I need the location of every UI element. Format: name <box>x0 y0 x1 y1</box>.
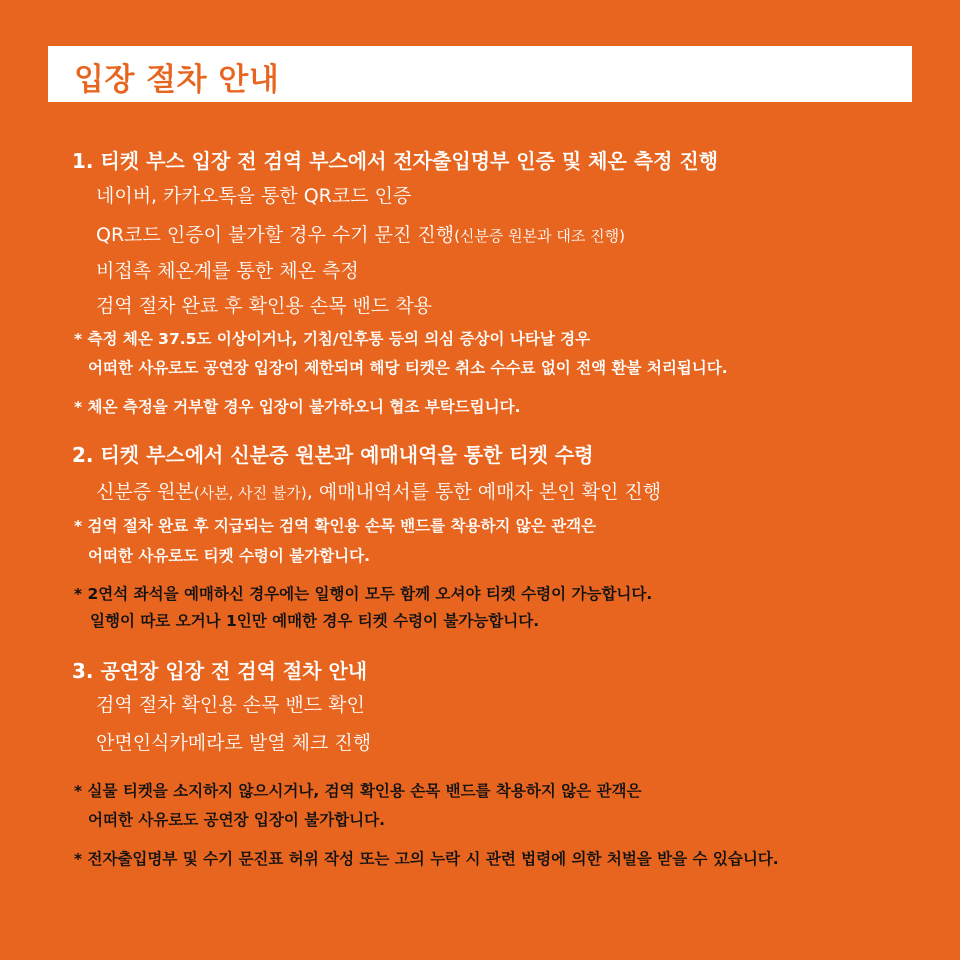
section-3-note-1: * 실물 티켓을 소지하지 않으시거나, 검역 확인용 손목 밴드를 착용하지 않은 관객은 <box>74 782 642 800</box>
section-2-item-suffix: , 예매내역서를 통한 예매자 본인 확인 진행 <box>306 481 662 503</box>
section-1-item-3: 비접촉 체온계를 통한 체온 측정 <box>96 260 359 282</box>
section-3-note-1-cont: 어떠한 사유로도 공연장 입장이 불가합니다. <box>88 811 385 829</box>
page-title: 입장 절차 안내 <box>74 62 280 98</box>
section-3-heading: 3. 공연장 입장 전 검역 절차 안내 <box>72 659 368 683</box>
section-2-heading: 2. 티켓 부스에서 신분증 원본과 예매내역을 통한 티켓 수령 <box>72 443 594 467</box>
section-2-item-prefix: 신분증 원본 <box>96 481 194 503</box>
section-1-heading: 1. 티켓 부스 입장 전 검역 부스에서 전자출입명부 인증 및 체온 측정 진행 <box>72 149 719 173</box>
section-2-note-2-cont: 일행이 따로 오거나 1인만 예매한 경우 티켓 수령이 불가능합니다. <box>90 612 540 630</box>
section-1-note-1-cont: 어떠한 사유로도 공연장 입장이 제한되며 해당 티켓은 취소 수수료 없이 전액 환불 처리됩니다. <box>88 359 728 377</box>
section-3-item-1: 검역 절차 확인용 손목 밴드 확인 <box>96 694 365 716</box>
section-1-item-1: 네이버, 카카오톡을 통한 QR코드 인증 <box>96 185 412 207</box>
section-2-note-1-cont: 어떠한 사유로도 티켓 수령이 불가합니다. <box>88 547 371 565</box>
section-2-note-2: * 2연석 좌석을 예매하신 경우에는 일행이 모두 함께 오셔야 티켓 수령이 가능합니다. <box>74 585 653 603</box>
section-2-note-1: * 검역 절차 완료 후 지급되는 검역 확인용 손목 밴드를 착용하지 않은 관객은 <box>74 517 597 535</box>
section-1-note-2: * 체온 측정을 거부할 경우 입장이 불가하오니 협조 부탁드립니다. <box>74 398 521 416</box>
title-bar <box>48 46 912 102</box>
section-1-item-4: 검역 절차 완료 후 확인용 손목 밴드 착용 <box>96 295 432 317</box>
section-1-item-2-note: (신분증 원본과 대조 진행) <box>454 227 625 245</box>
section-1-note-1: * 측정 체온 37.5도 이상이거나, 기침/인후통 등의 의심 증상이 나타날 경우 <box>74 330 591 348</box>
section-1-item-2 <box>96 220 625 247</box>
section-2-item-note: (사본, 사진 불가) <box>193 484 307 502</box>
section-3-item-2: 안면인식카메라로 발열 체크 진행 <box>96 732 372 754</box>
section-2-item-1 <box>96 477 661 504</box>
section-3-note-2: * 전자출입명부 및 수기 문진표 허위 작성 또는 고의 누락 시 관련 법령에 의한 처벌을 받을 수 있습니다. <box>74 850 779 868</box>
section-1-item-2-text: QR코드 인증이 불가할 경우 수기 문진 진행 <box>96 224 455 246</box>
